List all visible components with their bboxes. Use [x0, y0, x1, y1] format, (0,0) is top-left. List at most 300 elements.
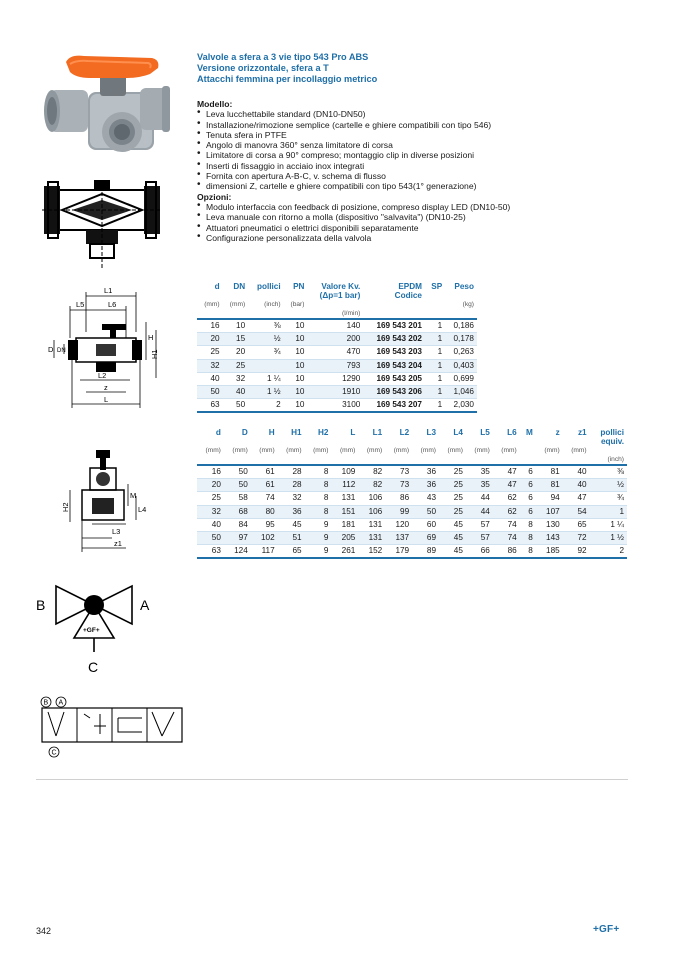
- table-cell: [248, 359, 283, 372]
- column-header: d: [214, 282, 220, 291]
- column-header: PN: [293, 282, 305, 291]
- flow-logo: +GF+: [83, 627, 100, 634]
- table-cell: 60: [412, 518, 439, 531]
- column-header: Valore Kv.: [321, 282, 361, 291]
- column-header: EPDM: [398, 282, 422, 291]
- table-cell: 10: [284, 333, 308, 346]
- column-header: H1: [291, 428, 302, 437]
- column-header: (inch): [590, 455, 627, 465]
- column-header: (mm): [339, 447, 356, 454]
- table-cell: 50: [412, 505, 439, 518]
- table-cell: 1290: [307, 372, 363, 385]
- column-header: (Δp=1 bar): [319, 291, 361, 300]
- table-cell: 152: [358, 545, 385, 559]
- table-cell: 62: [493, 492, 520, 505]
- table-cell: 6: [520, 465, 536, 479]
- flow-label-c: C: [88, 659, 99, 675]
- table-cell: 35: [466, 465, 493, 479]
- list-item: • Installazione/rimozione semplice (cartelle e ghiere compatibili con tipo 546): [197, 120, 627, 130]
- column-header: H: [268, 428, 275, 437]
- table-cell: 20: [197, 333, 223, 346]
- table-cell: 131: [358, 518, 385, 531]
- list-item: • Angolo di manovra 360° senza limitatore di corsa: [197, 140, 627, 150]
- table-cell: 8: [520, 545, 536, 559]
- table-cell: ¾: [590, 492, 627, 505]
- column-header: [536, 437, 563, 446]
- table-cell: 66: [466, 545, 493, 559]
- position-schema: [34, 696, 186, 760]
- table-cell: 16: [197, 319, 223, 333]
- dim-label-z: z: [104, 383, 108, 392]
- table-cell: 45: [439, 518, 466, 531]
- column-header: (inch): [264, 301, 281, 308]
- column-header: [412, 437, 439, 446]
- table-row: [197, 319, 477, 333]
- column-header: L6: [507, 428, 517, 437]
- table-cell: 47: [493, 479, 520, 492]
- table-cell: 2,030: [445, 399, 477, 413]
- table-cell: 6: [520, 479, 536, 492]
- table-cell: 32: [278, 492, 305, 505]
- column-header: [563, 455, 590, 465]
- column-header: [223, 291, 249, 300]
- table-cell: 47: [563, 492, 590, 505]
- table-cell: 3100: [307, 399, 363, 413]
- dim-label-d: D: [48, 345, 54, 354]
- table-cell: 261: [331, 545, 358, 559]
- table-row: [197, 518, 627, 531]
- page-number: 342: [36, 926, 52, 936]
- table-cell: 86: [493, 545, 520, 559]
- dim-label-m: M: [130, 491, 137, 500]
- table-cell: 8: [520, 532, 536, 545]
- schema-label-a: A: [58, 699, 64, 707]
- table-cell: 169 543 207: [363, 399, 425, 413]
- table-cell: 25: [439, 492, 466, 505]
- table-cell: 9: [305, 545, 332, 559]
- flow-label-b: B: [36, 597, 46, 613]
- column-header: D: [241, 428, 248, 437]
- column-header: [412, 455, 439, 465]
- column-header: (mm): [204, 301, 220, 308]
- table-cell: 73: [385, 479, 412, 492]
- table-cell: 65: [563, 518, 590, 531]
- table-cell: 36: [412, 465, 439, 479]
- table-cell: 28: [278, 479, 305, 492]
- table-cell: 45: [278, 518, 305, 531]
- column-header: [248, 291, 283, 300]
- table-cell: 124: [224, 545, 251, 559]
- table-cell: 97: [224, 532, 251, 545]
- column-header: (mm): [259, 447, 275, 454]
- specifications: [197, 99, 627, 243]
- dimension-drawing-front: [46, 282, 164, 412]
- table-cell: 15: [223, 333, 249, 346]
- column-header: H2: [317, 428, 329, 437]
- table-cell: 185: [536, 545, 563, 559]
- table-cell: 57: [466, 532, 493, 545]
- table-cell: 95: [251, 518, 278, 531]
- dimension-drawing-side: [52, 448, 152, 554]
- table-cell: 45: [439, 532, 466, 545]
- column-header: [197, 455, 224, 465]
- table-cell: 1: [425, 399, 445, 413]
- table-cell: 47: [493, 465, 520, 479]
- table-cell: 169 543 206: [363, 386, 425, 399]
- list-item: • Modulo interfaccia con feedback di posizione, compreso display LED (DN10-50): [197, 202, 627, 212]
- column-header: L3: [426, 428, 437, 437]
- table-cell: 1 ¼: [590, 518, 627, 531]
- column-header: [563, 437, 590, 446]
- table-cell: 179: [385, 545, 412, 559]
- table-cell: 54: [563, 505, 590, 518]
- column-header: [251, 437, 278, 446]
- table-cell: 63: [197, 399, 223, 413]
- table-cell: 2: [590, 545, 627, 559]
- column-header: SP: [431, 282, 443, 291]
- list-item: • Fornita con apertura A-B-C, v. schema di flusso: [197, 171, 627, 181]
- column-header: [520, 437, 536, 446]
- table-cell: 10: [284, 319, 308, 333]
- table-cell: 81: [536, 465, 563, 479]
- table-row: [197, 505, 627, 518]
- table-cell: 200: [307, 333, 363, 346]
- table-cell: 1: [425, 359, 445, 372]
- table-row: [197, 346, 477, 359]
- table-cell: 63: [197, 545, 224, 559]
- column-header: [466, 455, 493, 465]
- table-cell: 6: [520, 505, 536, 518]
- column-header: [251, 455, 278, 465]
- table-cell: 151: [331, 505, 358, 518]
- table-cell: 57: [466, 518, 493, 531]
- table-cell: 1: [425, 386, 445, 399]
- table-cell: 131: [358, 532, 385, 545]
- column-header: [331, 437, 358, 446]
- table-cell: 50: [224, 479, 251, 492]
- table-cell: 10: [284, 359, 308, 372]
- dim-label-l4: L4: [138, 505, 147, 514]
- column-header: L2: [399, 428, 410, 437]
- table-cell: 10: [284, 399, 308, 413]
- table-cell: 137: [385, 532, 412, 545]
- table-row: [197, 333, 477, 346]
- table-cell: 1 ¼: [248, 372, 283, 385]
- table-cell: ½: [248, 333, 283, 346]
- column-header: (mm): [393, 447, 410, 454]
- schema-label-c: C: [51, 749, 57, 757]
- title-line-1: Valvole a sfera a 3 vie tipo 543 Pro ABS: [197, 52, 369, 62]
- gf-logo: +GF+: [593, 924, 620, 935]
- divider: [36, 779, 628, 780]
- column-header: (mm): [571, 447, 587, 454]
- column-header: [520, 455, 536, 465]
- table-cell: 25: [197, 346, 223, 359]
- list-item: • Tenuta sfera in PTFE: [197, 130, 627, 140]
- table-cell: 169 543 202: [363, 333, 425, 346]
- table-cell: 1: [425, 319, 445, 333]
- column-header: (mm): [447, 447, 463, 454]
- table-cell: 40: [563, 465, 590, 479]
- table-cell: 61: [251, 479, 278, 492]
- column-header: [493, 455, 520, 465]
- table-cell: 10: [223, 319, 249, 333]
- dim-label-l2: L2: [98, 371, 107, 380]
- table-row: [197, 492, 627, 505]
- dim-label-l6: L6: [108, 300, 117, 309]
- column-header: [445, 291, 477, 300]
- column-header: [493, 437, 520, 446]
- table-cell: 25: [223, 359, 249, 372]
- column-header: d: [215, 428, 221, 437]
- flow-label-a: A: [140, 597, 150, 613]
- table-cell: 92: [563, 545, 590, 559]
- table-cell: 1: [425, 346, 445, 359]
- table-cell: 40: [563, 479, 590, 492]
- table-cell: 793: [307, 359, 363, 372]
- table-cell: 61: [251, 465, 278, 479]
- table-cell: 0,178: [445, 333, 477, 346]
- table-cell: 44: [466, 492, 493, 505]
- column-header: z: [555, 428, 560, 437]
- column-header: [358, 437, 385, 446]
- table-cell: 32: [197, 505, 224, 518]
- table-cell: 58: [224, 492, 251, 505]
- column-header: (mm): [205, 447, 221, 454]
- table-cell: 6: [520, 492, 536, 505]
- table-cell: 205: [331, 532, 358, 545]
- title-line-2: Versione orizzontale, sfera a T: [197, 63, 329, 73]
- flow-diagram: [34, 582, 160, 678]
- table-cell: 20: [223, 346, 249, 359]
- list-item: • dimensioni Z, cartelle e ghiere compatibili con tipo 543(1° generazione): [197, 181, 627, 191]
- table-cell: 8: [305, 479, 332, 492]
- dim-label-l5: L5: [76, 300, 85, 309]
- column-header: pollici: [600, 428, 624, 437]
- table-cell: 45: [439, 545, 466, 559]
- table-cell: 169 543 201: [363, 319, 425, 333]
- column-header: (l/min): [307, 309, 363, 319]
- table-cell: 9: [305, 532, 332, 545]
- table-cell: 81: [536, 479, 563, 492]
- column-header: [278, 437, 305, 446]
- column-header: [363, 300, 425, 309]
- dim-label-l1: L1: [104, 286, 113, 295]
- table-cell: 50: [197, 386, 223, 399]
- table-cell: 40: [197, 372, 223, 385]
- table-cell: 51: [278, 532, 305, 545]
- table-row: [197, 359, 477, 372]
- table-cell: 102: [251, 532, 278, 545]
- table-cell: 25: [197, 492, 224, 505]
- table-row: [197, 532, 627, 545]
- table-cell: 2: [248, 399, 283, 413]
- table-cell: 1,046: [445, 386, 477, 399]
- table-cell: 107: [536, 505, 563, 518]
- dim-label-h1: H1: [150, 349, 159, 359]
- dim-label-l: L: [104, 395, 109, 404]
- table-cell: 8: [305, 492, 332, 505]
- dim-label-h2: H2: [61, 502, 70, 512]
- table-cell: 74: [493, 518, 520, 531]
- table-row: [197, 545, 627, 559]
- column-header: [224, 455, 251, 465]
- table-cell: 82: [358, 465, 385, 479]
- column-header: [425, 291, 445, 300]
- table-cell: 0,699: [445, 372, 477, 385]
- column-header: [197, 437, 224, 446]
- table-cell: 69: [412, 532, 439, 545]
- column-header: DN: [233, 282, 246, 291]
- column-header: (kg): [462, 301, 474, 308]
- table-cell: 1910: [307, 386, 363, 399]
- table-cell: 74: [251, 492, 278, 505]
- table-cell: 16: [197, 465, 224, 479]
- column-header: [248, 309, 283, 319]
- list-item: • Attuatori pneumatici o elettrici disponibili separatamente: [197, 223, 627, 233]
- table-cell: 50: [224, 465, 251, 479]
- column-header: (mm): [313, 447, 329, 454]
- table-cell: 82: [358, 479, 385, 492]
- table-cell: 73: [385, 465, 412, 479]
- table-cell: 120: [385, 518, 412, 531]
- table-cell: 8: [305, 505, 332, 518]
- modello-heading: Modello:: [197, 99, 233, 109]
- table-cell: 68: [224, 505, 251, 518]
- table-cell: 106: [358, 492, 385, 505]
- table-cell: ⅜: [590, 465, 627, 479]
- table-cell: 143: [536, 532, 563, 545]
- column-header: (mm): [420, 447, 437, 454]
- table-cell: 36: [278, 505, 305, 518]
- column-header: [307, 300, 363, 309]
- table-cell: 131: [331, 492, 358, 505]
- column-header: (mm): [474, 447, 490, 454]
- column-header: Codice: [394, 291, 422, 300]
- table-cell: 8: [305, 465, 332, 479]
- table-cell: 40: [197, 518, 224, 531]
- column-header: [520, 446, 536, 455]
- column-header: (mm): [366, 447, 383, 454]
- column-header: [445, 309, 477, 319]
- table-cell: 8: [520, 518, 536, 531]
- column-header: (mm): [229, 301, 246, 308]
- table-cell: 32: [197, 359, 223, 372]
- table-cell: 25: [439, 505, 466, 518]
- table-cell: 80: [251, 505, 278, 518]
- product-title: [197, 52, 617, 85]
- column-header: [358, 455, 385, 465]
- table-row: [197, 479, 627, 492]
- table-cell: 35: [466, 479, 493, 492]
- column-header: [439, 455, 466, 465]
- table-cell: 84: [224, 518, 251, 531]
- table-cell: 117: [251, 545, 278, 559]
- table-cell: 36: [412, 479, 439, 492]
- table-cell: 10: [284, 372, 308, 385]
- column-header: (mm): [286, 447, 302, 454]
- column-header: [466, 437, 493, 446]
- table-cell: 169 543 204: [363, 359, 425, 372]
- table-cell: 44: [466, 505, 493, 518]
- column-header: [224, 437, 251, 446]
- order-table: [197, 282, 477, 413]
- table-cell: 0,186: [445, 319, 477, 333]
- column-header: L: [350, 428, 356, 437]
- table-cell: 50: [197, 532, 224, 545]
- list-item: • Limitatore di corsa a 90° compreso; montaggio clip in diverse posizioni: [197, 150, 627, 160]
- product-photo: [40, 52, 180, 156]
- table-cell: 72: [563, 532, 590, 545]
- table-cell: ⅜: [248, 319, 283, 333]
- list-item: • Leva lucchettabile standard (DN10-DN50): [197, 109, 627, 119]
- table-cell: 50: [223, 399, 249, 413]
- table-cell: ¾: [248, 346, 283, 359]
- column-header: [331, 455, 358, 465]
- column-header: [536, 455, 563, 465]
- table-cell: 25: [439, 479, 466, 492]
- column-header: (bar): [290, 301, 305, 308]
- table-cell: 1 ½: [248, 386, 283, 399]
- column-header: M: [525, 428, 533, 437]
- table-cell: 109: [331, 465, 358, 479]
- column-header: [223, 309, 249, 319]
- table-cell: 10: [284, 386, 308, 399]
- column-header: [425, 309, 445, 319]
- table-cell: 0,403: [445, 359, 477, 372]
- table-cell: 1: [590, 505, 627, 518]
- table-cell: 99: [385, 505, 412, 518]
- list-item: • Inserti di fissaggio in acciaio inox integrati: [197, 161, 627, 171]
- column-header: L4: [453, 428, 463, 437]
- title-line-3: Attacchi femmina per incollaggio metrico: [197, 74, 378, 84]
- column-header: [305, 455, 332, 465]
- modello-list: [197, 109, 627, 191]
- table-cell: 32: [223, 372, 249, 385]
- table-cell: 9: [305, 518, 332, 531]
- column-header: [197, 309, 223, 319]
- column-header: [385, 455, 412, 465]
- table-cell: 112: [331, 479, 358, 492]
- column-header: [385, 437, 412, 446]
- table-cell: 74: [493, 532, 520, 545]
- table-cell: 43: [412, 492, 439, 505]
- table-cell: 28: [278, 465, 305, 479]
- table-cell: 94: [536, 492, 563, 505]
- column-header: [284, 291, 308, 300]
- table-cell: 62: [493, 505, 520, 518]
- column-header: [425, 300, 445, 309]
- column-header: pollici: [256, 282, 281, 291]
- column-header: (mm): [501, 447, 517, 454]
- table-cell: 89: [412, 545, 439, 559]
- table-cell: 470: [307, 346, 363, 359]
- column-header: [305, 437, 332, 446]
- column-header: (mm): [544, 447, 560, 454]
- opzioni-heading: Opzioni:: [197, 191, 232, 202]
- column-header: L1: [372, 428, 383, 437]
- column-header: [278, 455, 305, 465]
- column-header: equiv.: [600, 437, 624, 446]
- table-cell: 106: [358, 505, 385, 518]
- dim-label-h: H: [148, 333, 154, 342]
- column-header: (mm): [232, 447, 248, 454]
- schema-label-b: B: [43, 699, 49, 707]
- table-cell: 86: [385, 492, 412, 505]
- column-header: [439, 437, 466, 446]
- dim-label-dn: DN: [57, 348, 66, 354]
- table-row: [197, 465, 627, 479]
